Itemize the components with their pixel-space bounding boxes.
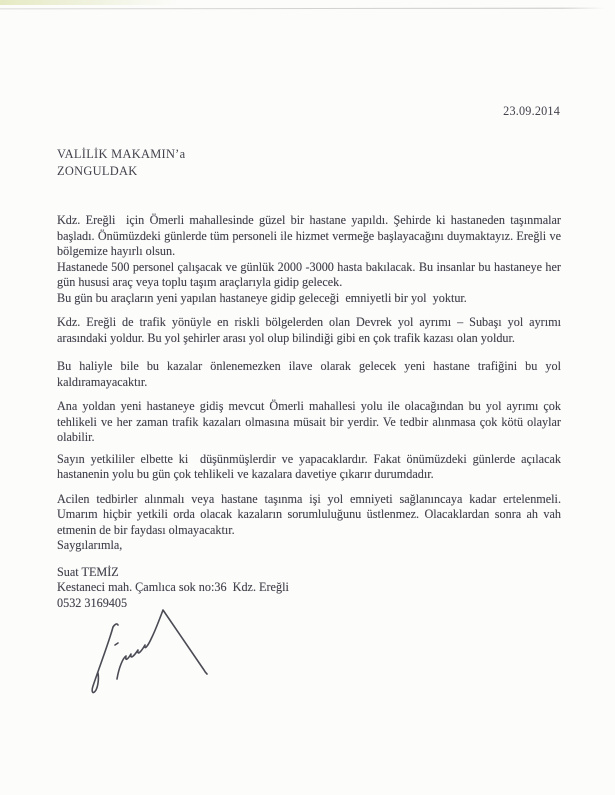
letter-paragraph: Acilen tedbirler alınmalı veya hastane taşınma işi yol emniyeti sağlanıncaya kadar ertelenmeli. Umarım hiçbir yetkili orda olacak kazaların sorumluluğunu üstlenmez. Olacaklardan sonra ah vah etmenin de bir faydası olmayacaktır. (57, 491, 565, 537)
sender-name: Suat TEMİZ (57, 564, 119, 579)
sender-block (57, 565, 561, 612)
letter-paragraph: Hastanede 500 personel çalışacak ve günlük 2000 -3000 hasta bakılacak. Bu insanlar bu hastaneye her gün hususi araç veya toplu taşım araçlarıyla gidip gelecek. (57, 259, 565, 289)
letter-paragraph: Bu haliyle bile bu kazalar önlenemezken ilave olarak gelecek yeni hastane trafiğini bu yol kaldıramayacaktır. (57, 359, 565, 389)
recipient-city: ZONGULDAK (57, 163, 138, 178)
letter-body (57, 213, 565, 611)
recipient-title: VALİLİK MAKAMIN’a (57, 147, 186, 161)
letter-paragraph: Ana yoldan yeni hastaneye gidiş mevcut Ömerli mahallesi yolu ile olacağından bu yol ayrımı çok tehlikeli ve her zaman trafik kazaları olmasına müsait bir yerdir. Ve tedbir alınmasa çok kötü olaylar olabilir. (57, 399, 565, 444)
letter-paragraph: Sayın yetkililer elbette ki düşünmüşlerdir ve yapacaklardır. Fakat önümüzdeki günlerde açılacak hastanenin yolu bu gün çok tehlikeli ve kazalara davetiye çıkarır durumdadır. (57, 451, 565, 481)
sender-address: Kestaneci mah. Çamlıca sok no:36 Kdz. Ereğli (57, 580, 289, 594)
letter-paragraph: Kdz. Ereğli de trafik yönüyle en riskli bölgelerden olan Devrek yol ayrımı – Subaşı yol ayrımı arasındaki yoldur. Bu yol şehirler arası yol olup bilindiği gibi en çok trafik kazası olan yoldur. (57, 315, 565, 345)
scan-smudge-artifact (0, 0, 180, 5)
sender-phone: 0532 3169405 (57, 595, 128, 610)
scan-line-artifact (0, 8, 605, 10)
handwritten-signature-icon (78, 606, 228, 711)
letter-paragraph: Kdz. Ereğli için Ömerli mahallesinde güzel bir hastane yapıldı. Şehirde ki hastaneden taşınmalar başladı. Önümüzdeki günlerde tüm personeli ile hizmet vermeğe başlayacağını duymaktayız. Ereğli ve bölgemize hayırlı olsun. (57, 213, 565, 258)
letter-paragraph: Bu gün bu araçların yeni yapılan hastaneye gidip geleceği emniyetli bir yol yoktur. (57, 290, 467, 305)
closing-salutation: Saygılarımla, (57, 538, 123, 552)
recipient-block (57, 146, 185, 179)
letter-date: 23.09.2014 (503, 104, 560, 118)
